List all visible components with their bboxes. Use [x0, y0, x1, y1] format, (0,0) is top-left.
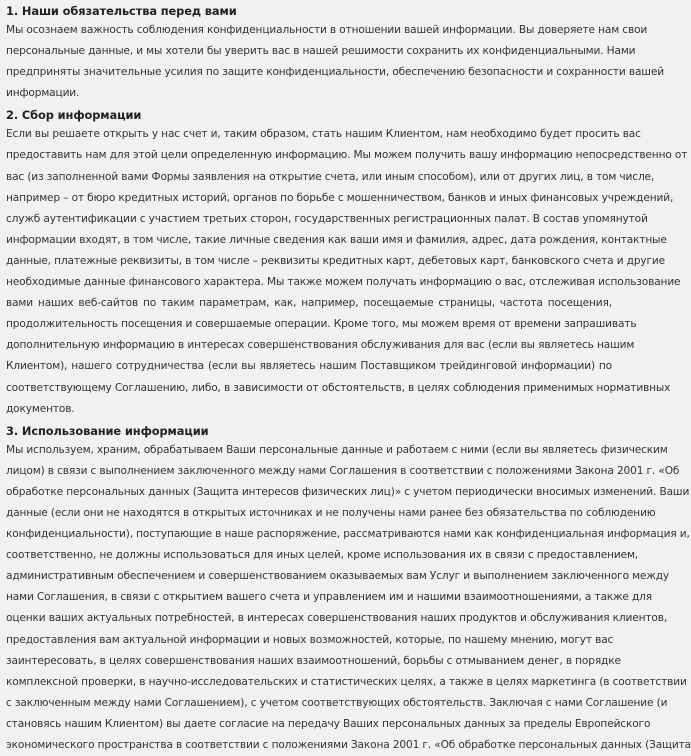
text-line: Мы осознаем важность соблюдения конфиденциальности в отношении вашей информации. Вы доверяете нам свои [6, 24, 648, 36]
text-line: документов. [6, 402, 75, 415]
text-line: Мы используем, храним, обрабатываем Ваши персональные данные и работаем с ними (если вы являетесь физическим [6, 443, 668, 456]
text-line: предоставления вам актуальной информации и новых возможностей, которые, по нашему мнению, могут вас [6, 633, 614, 646]
text-line: административным обеспечением и совершенствованием оказываемых вам Услуг и выполнением заключенного между [6, 570, 670, 583]
text-line: необходимые данные финансового характера. Мы также можем получать информацию о вас, отслеживая использование [6, 276, 681, 289]
text-line: вами наших веб-сайтов по таким параметрам, как, например, посещаемые страницы, частота посещения, [6, 297, 612, 310]
section-heading: 1. Наши обязательства перед вами [6, 4, 237, 18]
section-commitments [6, 4, 664, 104]
text-line: соответствующему Соглашению, либо, в зависимости от обстоятельств, в целях соблюдения применимых нормативных [6, 381, 671, 394]
text-line: данные, платежные реквизиты, в том числе – реквизиты кредитных карт, дебетовых карт, банковского счета и другие [6, 254, 666, 267]
text-line: предприняты значительные усилия по защите конфиденциальности, обеспечению безопасности и сохранности вашей [6, 66, 664, 79]
text-line: служб аутентификации с участием третьих сторон, государственных регистрационных палат. В состав упомянутой [6, 212, 648, 225]
text-line: экономического пространства в соответствии с положениями Закона 2001 г. «Об обработке персональных данных (Защита [6, 739, 691, 751]
text-line: информации. [6, 87, 80, 100]
text-line: соответственно, не должны использоваться для иных целей, кроме использования их в связи с предоставлением, [6, 549, 639, 562]
section-heading: 3. Использование информации [6, 423, 209, 438]
text-line: обработке персональных данных (Защита интересов физических лиц)» с учетом периодически вносимых изменений. Ваши [6, 485, 690, 498]
text-line: с заключенным между нами Соглашением), с учетом соответствующих обстоятельств. Заключая с нами Соглашение (и [6, 696, 668, 709]
text-line: заинтересовать, в целях совершенствования наших взаимоотношений, борьбы с отмыванием денег, в порядке [6, 654, 621, 667]
text-line: нами Соглашения, в связи с открытием вашего счета и управлением им и нашими взаимоотношениями, а также для [6, 591, 653, 604]
text-line: данные (если они не находятся в открытых источниках и не получены нами ранее без обязательства по соблюдению [6, 506, 656, 519]
section-body [6, 20, 664, 104]
section-heading: 2. Сбор информации [6, 108, 142, 123]
text-line: оценки ваших актуальных потребностей, в интересах совершенствования наших продуктов и обслуживания клиентов, [6, 612, 668, 625]
text-line: комплексной проверки, в научно-исследовательских и статистических целях, а также в целях маркетинга (в соответствии [6, 675, 687, 688]
text-line: продолжительность посещения и совершаемые операции. Кроме того, мы можем время от времени запрашивать [6, 318, 637, 331]
text-line: вас (из заполненной вами Формы заявления на открытие счета, или иным способом), или от других лиц, в том числе, [6, 170, 655, 183]
text-line: Клиентом), нашего сотрудничества (если вы являетесь нашим Поставщиком трейдинговой информации) по [6, 360, 612, 373]
text-line: становясь нашим Клиентом) вы даете согласие на передачу Ваших персональных данных за пределы Европейского [6, 717, 651, 730]
privacy-policy-document [6, 0, 691, 756]
section-body [6, 124, 688, 419]
text-line: информации входят, в том числе, такие личные сведения как ваши имя и фамилия, адрес, дата рождения, контактные [6, 233, 667, 246]
section-information-use [6, 423, 691, 756]
text-line: предоставить нам для этой цели определенную информацию. Мы можем получить вашу информацию непосредственно от [6, 149, 688, 162]
section-body [6, 440, 691, 756]
text-line: например – от бюро кредитных историй, органов по борьбе с мошенничеством, банков и иных финансовых учреждений, [6, 191, 674, 204]
text-line: Если вы решаете открыть у нас счет и, таким образом, стать нашим Клиентом, нам необходимо будет просить вас [6, 128, 641, 141]
text-line: дополнительную информацию в интересах совершенствования обслуживания для вас (если вы являетесь нашим [6, 339, 635, 352]
text-line: лицом) в связи с выполнением заключенного между нами Соглашения в соответствии с положениями Закона 2001 г. «Об [6, 464, 680, 477]
section-information-collection [6, 108, 688, 419]
text-line: конфиденциальности), поступающие в наше распоряжение, рассматриваются нами как конфиденциальная информация и, [6, 528, 690, 541]
text-line: персональные данные, и мы хотели бы уверить вас в нашей решимости сохранить их конфиденциальными. Нами [6, 45, 636, 58]
